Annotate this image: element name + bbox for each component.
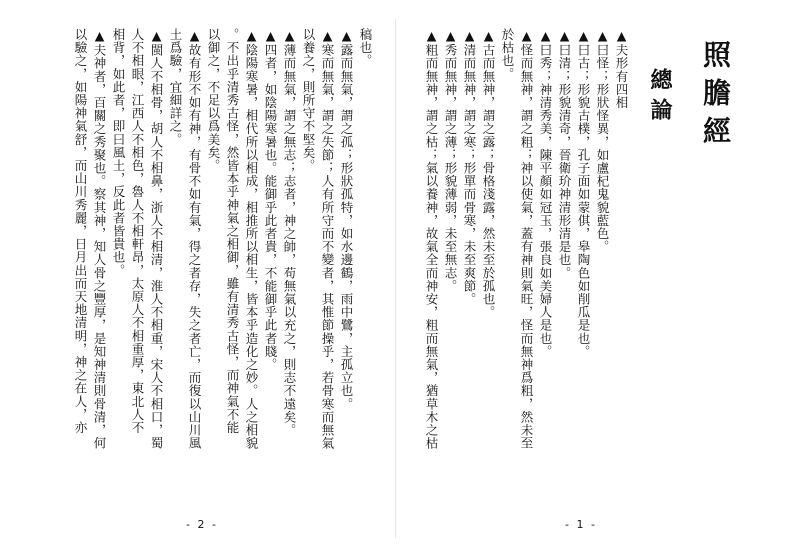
text-column: 稿也。 — [358, 28, 373, 68]
text-column: ▲曰秀；神清秀美，陳平顏如冠玉，張良如美婦人是也。 — [538, 28, 553, 358]
text-column: 。不出乎清秀古怪，然皆本乎神氣之相御，雖有清秀古怪，而神氣不能 — [225, 28, 240, 435]
text-column: ▲粗而無神，謂之枯；氣以養神，故氣全而神安，粗而無氣，猶草木之枯 — [424, 28, 439, 450]
text-column: ▲怪而無神，謂之粗；神以使氣，蓋有神則氣旺，怪而無神爲粗，然未至 — [519, 28, 534, 450]
text-column: ▲古而無神，謂之露；骨格淺露，然未至於孤也。 — [481, 28, 496, 319]
right-page — [397, 0, 793, 556]
text-column: 以養之，則所守不堅矣。 — [301, 28, 316, 173]
text-column: 土爲驗，宜細詳之。 — [168, 28, 183, 146]
text-column: ▲陰陽寒暑，相代所以相成，相推所以相生，皆本乎造化之妙。人之相貌 — [244, 28, 259, 450]
text-column: ▲夫神者，百關之秀聚也。察其神，知人骨之豐厚，是知神清則骨清，何 — [92, 28, 107, 450]
section-title: 總論 — [647, 68, 673, 128]
text-column: ▲露而無氣，謂之孤；形狀孤特，如水邊鶴，雨中鷺，主孤立也。 — [339, 28, 354, 411]
text-column: ▲曰清；形貌清奇，晉衛玠神清形清是也。 — [557, 28, 572, 280]
text-column: ▲清而無神，謂之寒；形單而骨寒，未至爽節。 — [462, 28, 477, 306]
page-number: - 1 - — [565, 518, 597, 531]
text-column: 以驗之，如陽神氣舒，而山川秀麗，日月出而天地清明，神之在人，亦 — [73, 28, 88, 435]
text-column: ▲四者，如陰陽寒暑也。能御乎此者貴，不能御乎此者賤。 — [263, 28, 278, 372]
text-column: 於枯也。 — [500, 28, 515, 81]
text-column: 相背，如此者，即曰風土，反此者皆貴也。 — [111, 28, 126, 277]
page-title: 照膽經 — [699, 40, 732, 154]
text-column: ▲夫形有四相 — [614, 28, 629, 110]
page-number: - 2 - — [186, 518, 218, 531]
text-column: ▲薄而無氣，謂之無志；志者，神之帥，苟無氣以充之，則志不遠矣。 — [282, 28, 297, 437]
left-page — [0, 0, 396, 556]
text-column: 人不相眼，江西人不相色，魯人不相軒昂，太原人不相重厚，東北人不 — [130, 28, 145, 435]
text-column: ▲故有形不如有神，有骨不如有氣，得之者存，失之者亡，而復以山川風 — [187, 28, 202, 450]
text-column: ▲曰古；形貌古樸，孔子面如蒙倛，皋陶色如削瓜是也。 — [576, 28, 591, 358]
text-column: ▲曰怪；形狀怪異，如盧杞鬼貌藍色。 — [595, 28, 610, 254]
text-column: ▲秀而無神，謂之薄；形貌薄弱，未至無志。 — [443, 28, 458, 293]
text-column: 以御之，不足以爲美矣。 — [206, 28, 221, 173]
text-column: ▲寒而無氣，謂之失節；人有所守而不變者，其惟節操乎，若骨寒而無氣 — [320, 28, 335, 450]
book-gutter — [395, 18, 396, 538]
text-column: ▲閩人不相骨，胡人不相鼻，浙人不相清，淮人不相重，宋人不相口，蜀 — [149, 28, 164, 450]
